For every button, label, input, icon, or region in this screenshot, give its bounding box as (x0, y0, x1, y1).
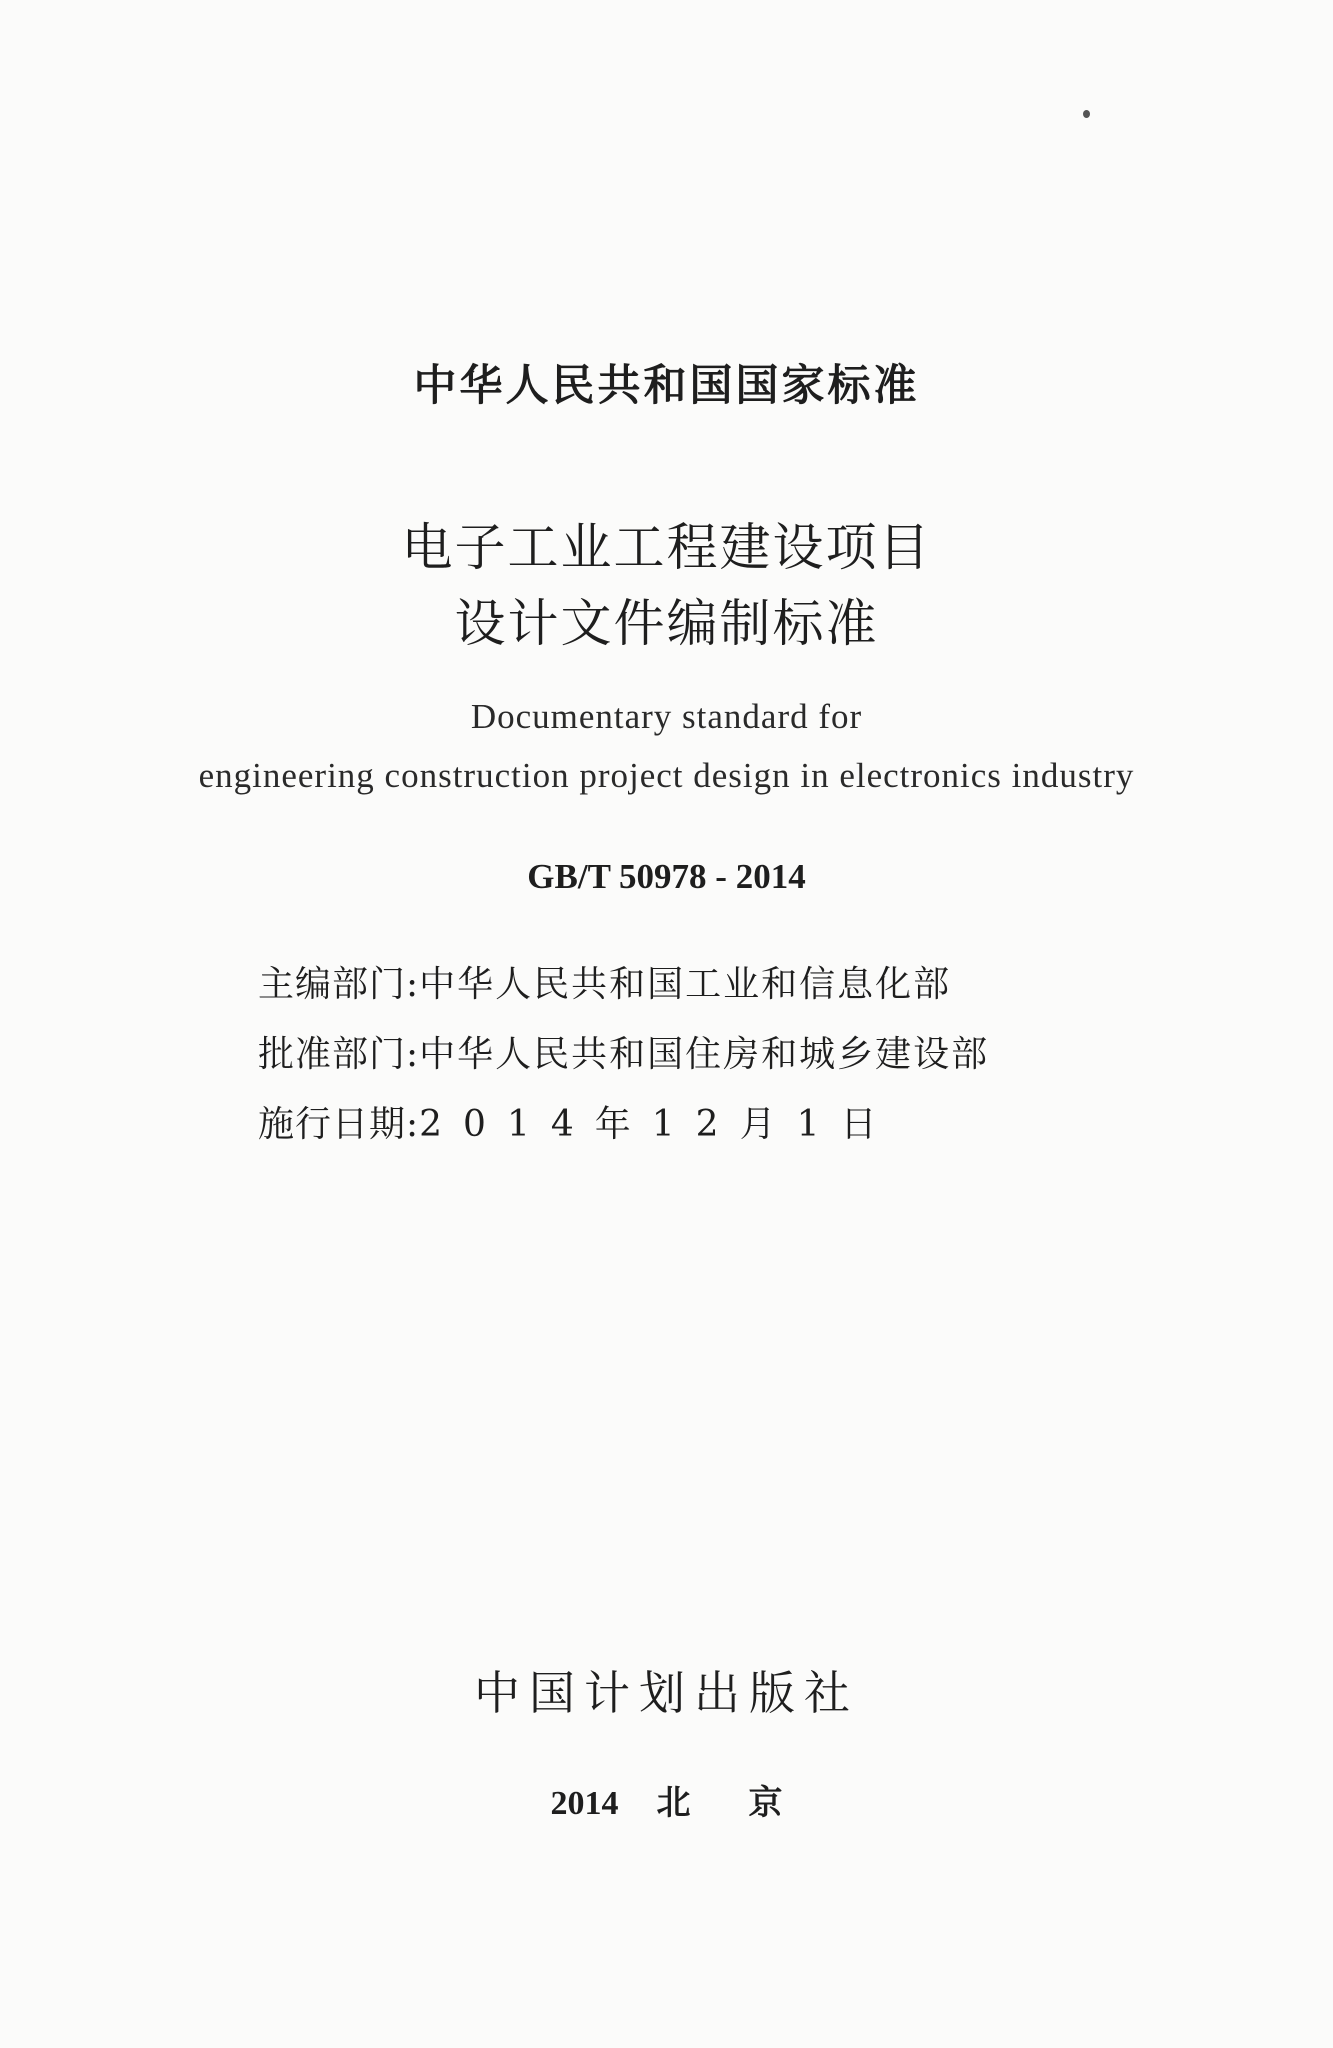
document-title-line-1: 电子工业工程建设项目 (401, 519, 932, 578)
effective-date-row (258, 1090, 989, 1160)
english-title-line-2: engineering construction project design in electronics industry (198, 756, 1135, 795)
approver-row (258, 1020, 989, 1090)
publication-year: 2014 (550, 1785, 619, 1822)
approver-value: 中华人民共和国住房和城乡建设部 (419, 1034, 990, 1075)
publisher-name: 中国计划出版社 (474, 1666, 859, 1720)
publication-place-year (0, 1775, 1333, 1824)
scan-speck (1083, 110, 1090, 118)
effective-date-value: 2014年12月1日 (419, 1104, 898, 1145)
editor-row (258, 950, 989, 1020)
editor-value: 中华人民共和国工业和信息化部 (419, 964, 952, 1005)
publication-info (258, 950, 989, 1160)
document-title-line-2: 设计文件编制标准 (454, 595, 879, 654)
standard-number: GB/T 50978 - 2014 (527, 857, 806, 896)
publication-city: 北京 (656, 1783, 841, 1823)
effective-date-label: 施行日期: (258, 1104, 420, 1145)
national-standard-heading: 中华人民共和国国家标准 (413, 361, 920, 411)
editor-label: 主编部门: (258, 964, 420, 1005)
approver-label: 批准部门: (258, 1034, 420, 1075)
english-title-line-1: Documentary standard for (470, 697, 863, 736)
